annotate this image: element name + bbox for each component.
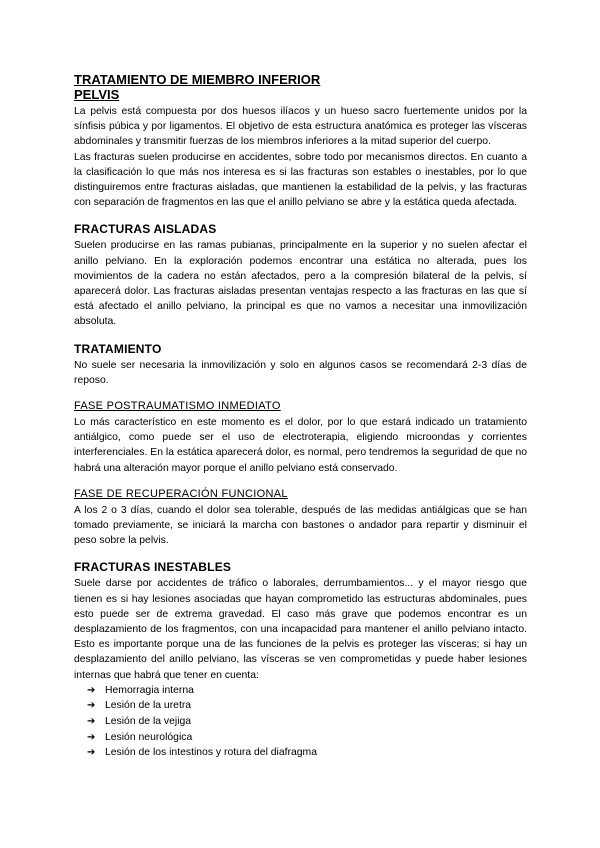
paragraph-tratamiento: No suele ser necesaria la inmovilización y solo en algunos casos se recomendará 2-3 días de reposo.	[74, 359, 527, 386]
heading-fracturas-aisladas: FRACTURAS AISLADAS	[74, 222, 217, 237]
arrow-bullet-icon: ➔	[87, 684, 96, 696]
arrow-bullet-icon: ➔	[87, 731, 96, 743]
intro-paragraph-1: La pelvis está compuesta por dos huesos ilíacos y un hueso sacro fuertemente unidos por la sínfisis púbica y por ligamentos. El objetivo de esta estructura anatómica es proteger las vísceras abdominales y transmitir fuerzas de los miembros inferiores a la mitad superior del cuerpo.	[74, 106, 527, 148]
paragraph-fracturas-aisladas: Suelen producirse en las ramas pubianas, principalmente en la superior y no suelen afectar el anillo pelviano. En la exploración podemos encontrar una estática no alterada, pues los movimientos de la cadera no están afectados, pero a la compresión bilateral de la pelvis, sí aparecerá dolor. Las fracturas aisladas presentan ventajas respecto a las fracturas en las que sí está afectado el anillo pelviano, la principal es que no vamos a necesitar una inmovilización absoluta.	[74, 240, 527, 328]
list-item-text: Lesión de los intestinos y rotura del diafragma	[105, 747, 317, 759]
heading-fase-recuperacion: FASE DE RECUPERACIÓN FUNCIONAL	[74, 487, 288, 500]
list-item-text: Hemorragia interna	[105, 684, 194, 696]
heading-tratamiento: TRATAMIENTO	[74, 341, 162, 356]
heading-fase-postraumatismo: FASE POSTRAUMATISMO INMEDIATO	[74, 400, 281, 413]
paragraph-fracturas-inestables: Suele darse por accidentes de tráfico o laborales, derrumbamientos... y el mayor riesgo que tienen es si hay lesiones asociadas que hayan comprometido las estructuras abdominales, pues esto puede ser de extrema gravedad. El caso más grave que podemos encontrar es un desplazamiento de los fragmentos, con una incapacidad para mantener el anillo pelviano intacto. Esto es importante porque una de las funciones de la pelvis es proteger las vísceras; si hay un desplazamiento del anillo pelviano, las vísceras se ven comprometidas y puede haber lesiones internas que habrá que tener en cuenta:	[74, 578, 527, 681]
intro-paragraph-2: Las fracturas suelen producirse en accidentes, sobre todo por mecanismos directos. En cuanto a la clasificación lo que más nos interesa es si las fracturas son estables o inestables, por lo que distinguiremos entre fracturas aisladas, que mantienen la estabilidad de la pelvis, y las fracturas con separación de fragmentos en las que el anillo pelviano se abre y la estática queda afectada.	[74, 151, 527, 209]
paragraph-fase-recuperacion: A los 2 o 3 días, cuando el dolor sea tolerable, después de las medidas antiálgicas que se han tomado previamente, se iniciará la marcha con bastones o andador para repartir y disminuir el peso sobre la pelvis.	[74, 504, 527, 547]
list-item	[87, 698, 527, 714]
list-item-text: Lesión de la vejiga	[105, 716, 192, 728]
list-item	[87, 683, 527, 699]
list-item	[87, 714, 527, 730]
paragraph-fase-postraumatismo: Lo más característico en este momento es el dolor, por lo que estará indicado un tratamiento antiálgico, como puede ser el uso de electroterapia, eligiendo microondas y corrientes interferenciales. En la estática aparecerá dolor, es normal, pero tendremos la seguridad de que no habrá una alteración mayor porque el anillo pelviano está conservado.	[74, 417, 527, 474]
list-item-text: Lesión neurológica	[105, 731, 193, 743]
arrow-bullet-icon: ➔	[87, 716, 96, 728]
arrow-bullet-icon: ➔	[87, 747, 96, 759]
list-item-text: Lesión de la uretra	[105, 700, 192, 712]
lesiones-list	[74, 683, 527, 761]
document-title: TRATAMIENTO DE MIEMBRO INFERIOR	[74, 72, 321, 87]
section-title-pelvis: PELVIS	[74, 87, 120, 102]
arrow-bullet-icon: ➔	[87, 700, 96, 712]
list-item	[87, 745, 527, 761]
list-item	[87, 730, 527, 746]
document-content	[74, 72, 527, 761]
heading-fracturas-inestables: FRACTURAS INESTABLES	[74, 560, 232, 575]
